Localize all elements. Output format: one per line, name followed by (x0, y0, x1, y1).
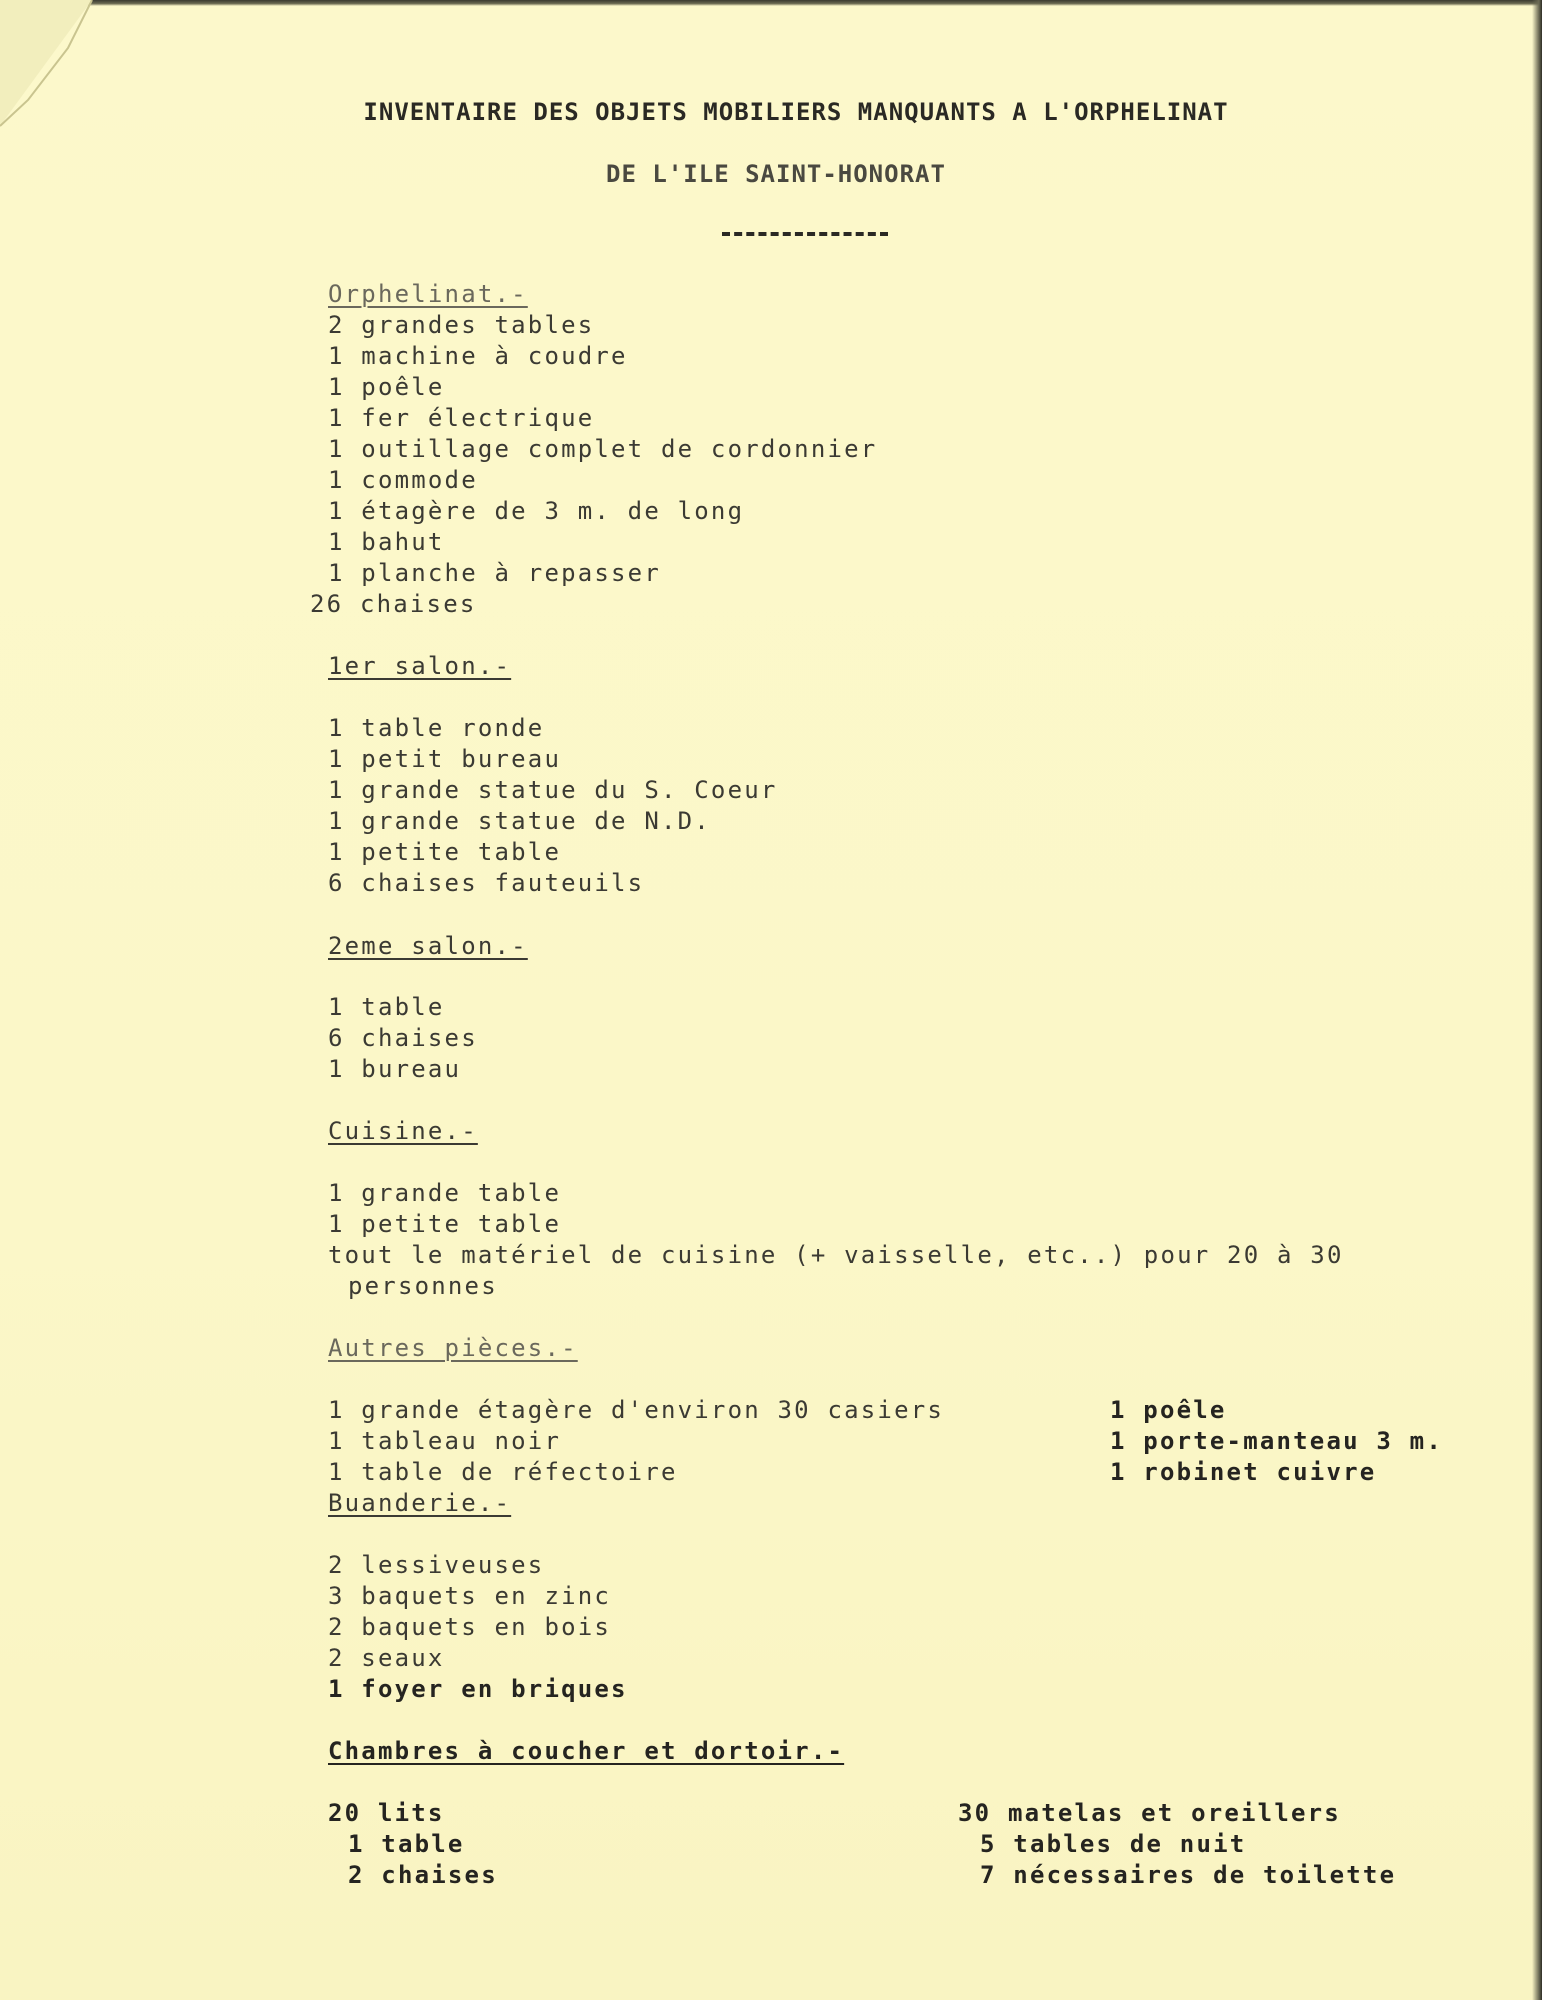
list-item: 2 seaux (328, 1644, 445, 1672)
list-item: 26 chaises (310, 590, 477, 618)
list-item: 1 table (328, 993, 445, 1021)
list-item: 6 chaises (328, 1024, 478, 1052)
title-separator (722, 232, 888, 236)
list-item: 1 petit bureau (328, 745, 562, 773)
list-item: 1 table ronde (328, 714, 545, 742)
list-item: 1 table (348, 1830, 465, 1858)
list-item: 1 grande statue de N.D. (328, 807, 711, 835)
list-item: tout le matériel de cuisine (+ vaisselle, etc..) pour 20 à 30 (328, 1241, 1344, 1269)
list-item: 1 grande table (328, 1179, 562, 1207)
list-item: 1 petite table (328, 838, 562, 866)
list-item: 1 fer électrique (328, 404, 595, 432)
list-item: 1 grande statue du S. Coeur (328, 776, 778, 804)
section-heading-orphelinat: Orphelinat.- (328, 280, 528, 308)
list-item: 2 grandes tables (328, 311, 595, 339)
list-item: 2 baquets en bois (328, 1613, 612, 1641)
list-item: 20 lits (328, 1799, 445, 1827)
page-right-edge (1532, 0, 1542, 2000)
list-item: 1 table de réfectoire (328, 1458, 678, 1486)
list-item: 1 grande étagère d'environ 30 casiers (328, 1396, 945, 1424)
section-heading-salon2: 2eme salon.- (328, 932, 528, 960)
section-heading-autres: Autres pièces.- (328, 1334, 578, 1362)
list-item: 2 lessiveuses (328, 1551, 545, 1579)
list-item: 1 bureau (328, 1055, 462, 1083)
section-heading-chambres: Chambres à coucher et dortoir.- (328, 1737, 845, 1765)
list-item: 1 bahut (328, 528, 445, 556)
page-top-edge (0, 0, 1542, 6)
list-item: 1 robinet cuivre (1110, 1458, 1377, 1486)
list-item: 1 poêle (328, 373, 445, 401)
list-item: 6 chaises fauteuils (328, 869, 645, 897)
list-item: 1 poêle (1110, 1396, 1227, 1424)
section-heading-cuisine: Cuisine.- (328, 1117, 478, 1145)
list-item: 1 petite table (328, 1210, 562, 1238)
document-title-line1: INVENTAIRE DES OBJETS MOBILIERS MANQUANTS A L'ORPHELINAT (363, 98, 1229, 126)
list-item: 1 étagère de 3 m. de long (328, 497, 745, 525)
list-item: 3 baquets en zinc (328, 1582, 612, 1610)
list-item: 1 planche à repasser (328, 559, 661, 587)
section-heading-buanderie: Buanderie.- (328, 1489, 512, 1517)
section-heading-salon1: 1er salon.- (328, 652, 512, 680)
document-title-line2: DE L'ILE SAINT-HONORAT (606, 160, 946, 188)
list-item: 1 foyer en briques (328, 1675, 628, 1703)
list-item: 1 tableau noir (328, 1427, 562, 1455)
list-item: personnes (348, 1272, 498, 1300)
list-item: 7 nécessaires de toilette (980, 1861, 1397, 1889)
list-item: 1 outillage complet de cordonnier (328, 435, 878, 463)
list-item: 1 porte-manteau 3 m. (1110, 1427, 1443, 1455)
list-item: 5 tables de nuit (980, 1830, 1247, 1858)
list-item: 1 commode (328, 466, 478, 494)
list-item: 1 machine à coudre (328, 342, 628, 370)
list-item: 2 chaises (348, 1861, 498, 1889)
list-item: 30 matelas et oreillers (958, 1799, 1341, 1827)
